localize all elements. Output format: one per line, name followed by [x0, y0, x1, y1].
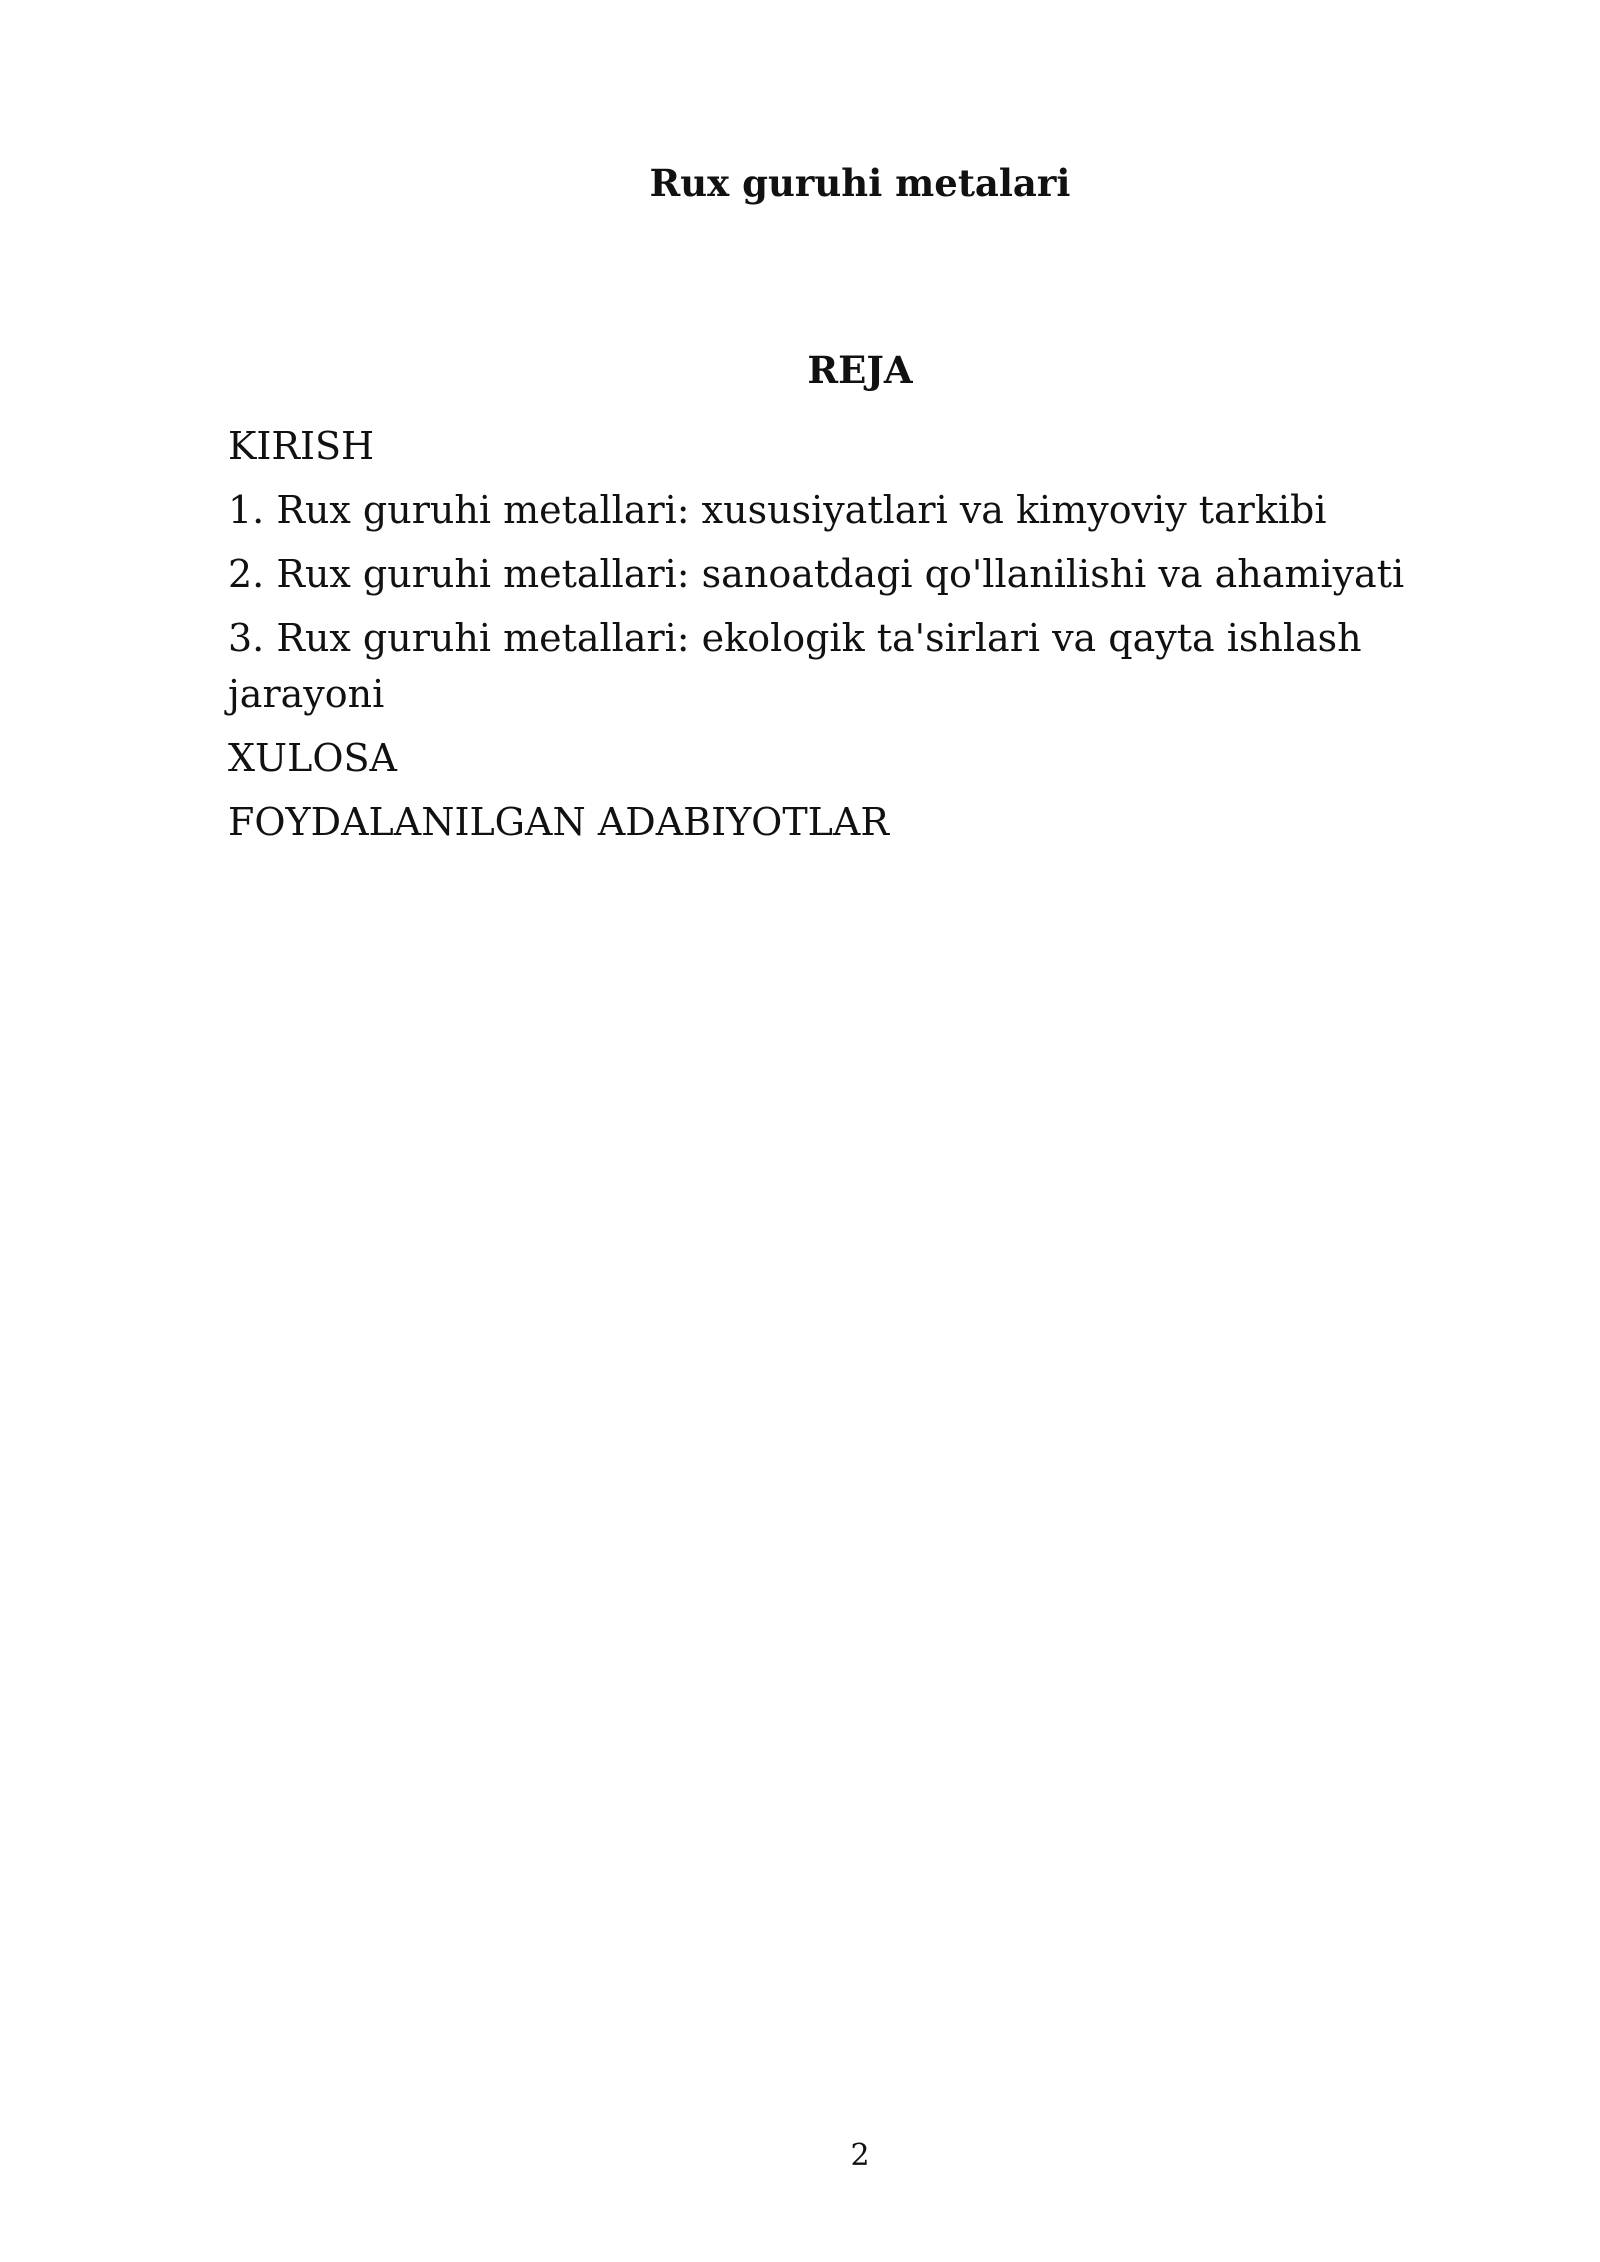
plan-item-intro: KIRISH [228, 424, 375, 468]
plan-item-conclusion: XULOSA [228, 736, 397, 780]
plan-item-3: 3. Rux guruhi metallari: ekologik ta'sirlari va qayta ishlash jarayoni [228, 616, 1362, 716]
plan-item-1: 1. Rux guruhi metallari: xususiyatlari va kimyoviy tarkibi [228, 488, 1327, 532]
page-number: 2 [850, 2138, 870, 2173]
plan-item-references: FOYDALANILGAN ADABIYOTLAR [228, 800, 889, 844]
document-title: Rux guruhi metalari [649, 161, 1071, 205]
plan-heading: REJA [807, 348, 913, 392]
plan-item-2: 2. Rux guruhi metallari: sanoatdagi qo'llanilishi va ahamiyati [228, 552, 1405, 596]
plan-list [228, 418, 1408, 858]
